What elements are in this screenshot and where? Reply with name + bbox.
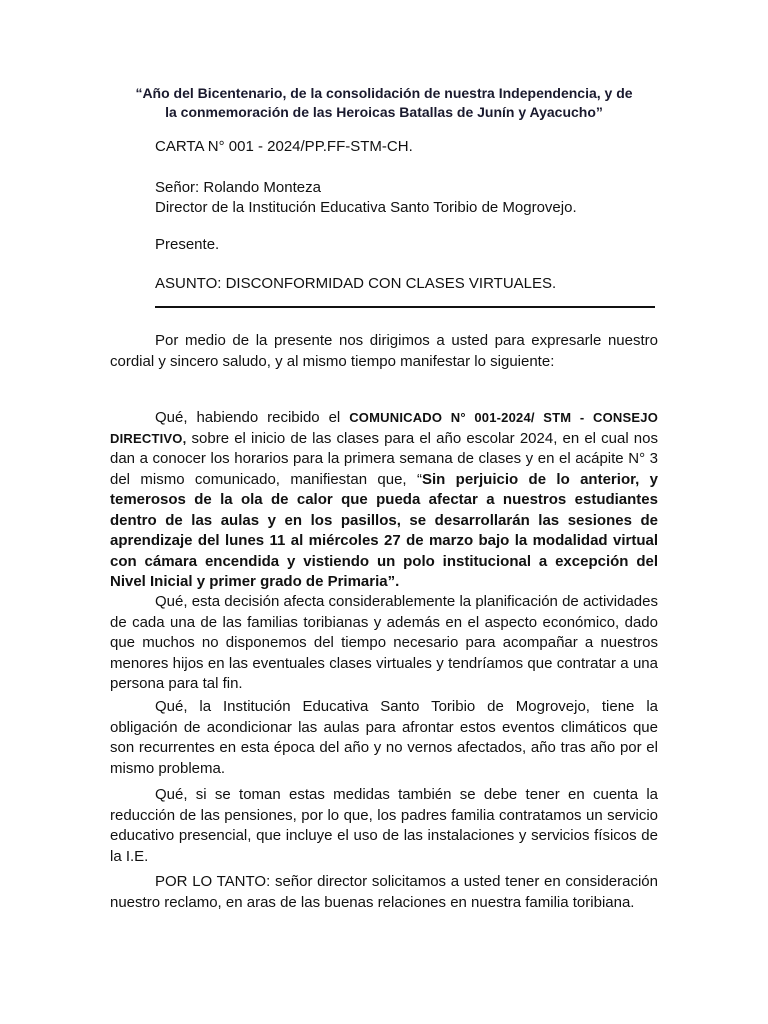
greeting-presente: Presente. [155,236,220,253]
communique-quote: Sin perjuicio de lo anterior, y temerosos de la ola de calor que pueda afectar a nuestros estudiantes dentro de las aulas y en los pasillos, se desarrollarán las sesiones de aprendizaje del lunes 11 al miércoles 27 de marzo bajo la modalidad virtual con cámara encendida y vistiendo un polo institucional a excepción del Nivel Inicial y primer grado de Primaria”. [110,470,658,590]
subject-line: ASUNTO: DISCONFORMIDAD CON CLASES VIRTUALES. [155,275,557,292]
recipient-name: Señor: Rolando Monteza [155,179,321,196]
letter-number: CARTA N° 001 - 2024/PP.FF-STM-CH. [155,138,413,155]
p2-intro-text: Qué, habiendo recibido el [155,409,350,426]
paragraph-planning-impact: Qué, esta decisión afecta considerablemente la planificación de actividades de cada una de las familias toribianas y además en el aspecto económico, dado que muchos no disponemos del tiempo necesario para acompañar a nuestros menores hijos en las eventuales clases virtuales y tendríamos que contratar a una persona para tal fin. [110,593,658,692]
paragraph-intro: Por medio de la presente nos dirigimos a usted para expresarle nuestro cordial y sincero saludo, y al mismo tiempo manifestar lo siguiente: [110,332,658,370]
recipient-role: Director de la Institución Educativa Santo Toribio de Mogrovejo. [155,199,577,216]
header-line-1: “Año del Bicentenario, de la consolidación de nuestra Independencia, y de [135,85,633,101]
recipient-block [155,178,577,218]
header-line-2: la conmemoración de las Heroicas Batallas de Junín y Ayacucho” [165,104,603,120]
subject-underline [155,306,655,308]
paragraph-pension-reduction: Qué, si se toman estas medidas también se debe tener en cuenta la reducción de las pensiones, por lo que, los padres familia contratamos un servicio educativo presencial, que incluye el uso de las instalaciones y servicios físicos de la I.E. [110,786,658,865]
paragraph-classroom-obligation: Qué, la Institución Educativa Santo Toribio de Mogrovejo, tiene la obligación de acondicionar las aulas para afrontar estos eventos climáticos que son recurrentes en esta época del año y no vernos afectados, año tras año por el mismo problema. [110,698,658,777]
paragraph-conclusion: POR LO TANTO: señor director solicitamos a usted tener en consideración nuestro reclamo, en aras de las buenas relaciones en nuestra familia toribiana. [110,873,658,911]
p2-middle-text: sobre el inicio de las clases para el año escolar 2024, en el cual nos dan a conocer los horarios para la primera semana de clases y en el acápite N° 3 del mismo comunicado, manifiestan que, “ [110,429,658,488]
paragraph-communique [110,408,658,593]
communique-reference: COMUNICADO N° 001-2024/ STM - CONSEJO DIRECTIVO, [110,410,659,446]
year-motto-header [100,84,668,122]
